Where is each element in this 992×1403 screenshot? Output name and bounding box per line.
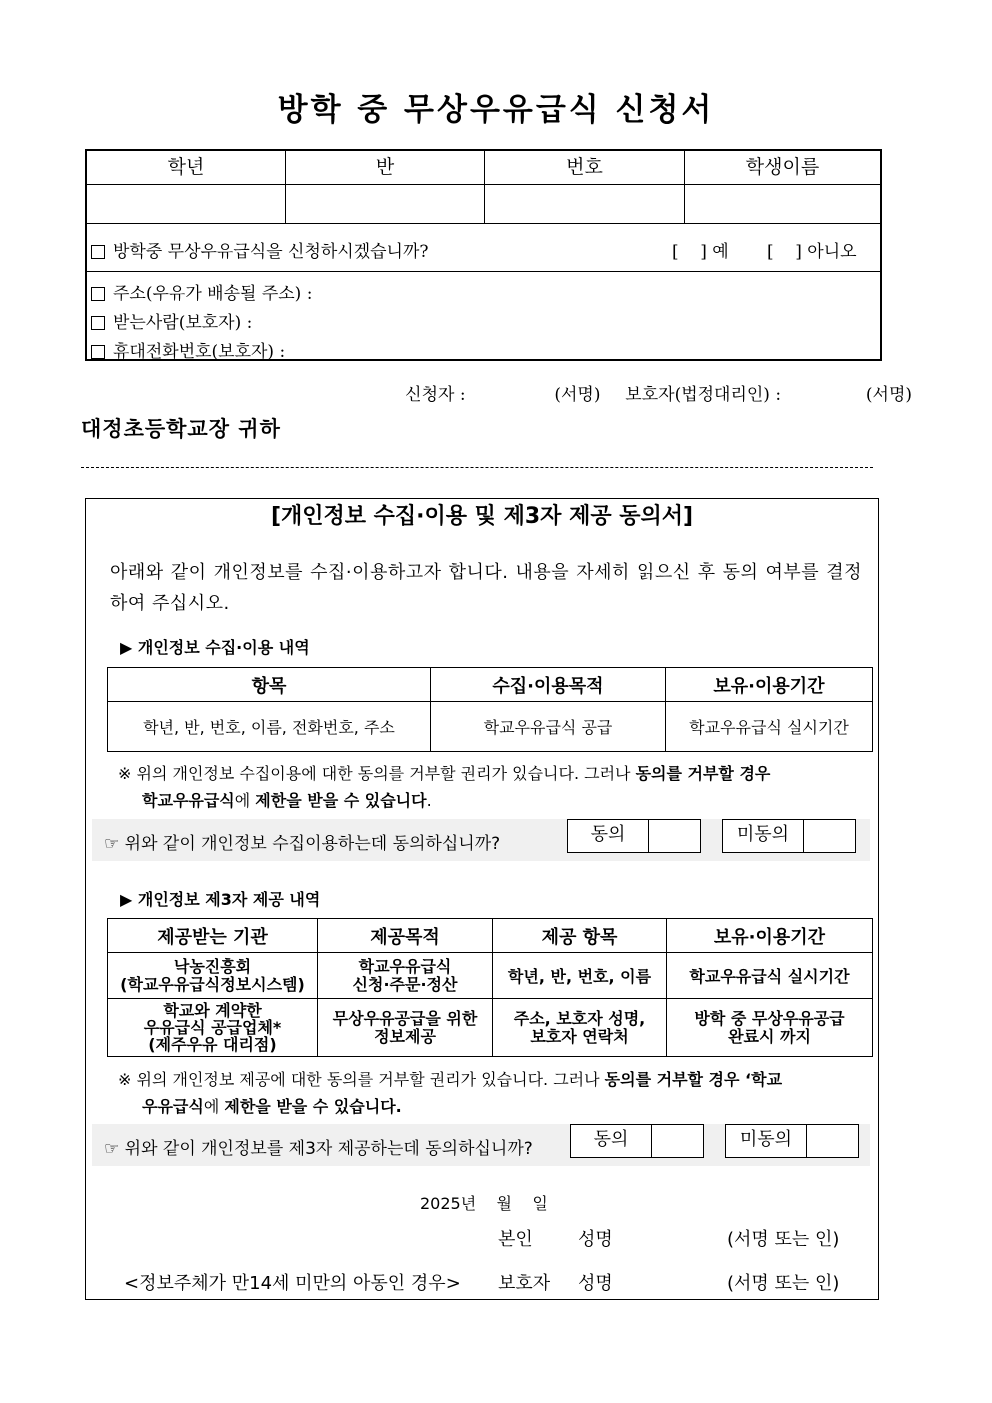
note2-bold: 동의를 거부할 경우: [604, 1070, 740, 1089]
prov-row2-purpose: 무상우유공급을 위한 정보제공: [318, 999, 493, 1057]
note1-text2: 에: [234, 791, 256, 810]
number-field[interactable]: [485, 185, 685, 224]
consent1-question: ☞ 위와 같이 개인정보 수집이용하는데 동의하십니까?: [104, 834, 501, 854]
prov-row1-purpose: 학교우유급식 신청·주문·정산: [318, 953, 493, 999]
prov-header-items: 제공 항목: [493, 919, 667, 953]
provision-table: [107, 918, 873, 1057]
consent1-disagree-label: 미동의: [723, 820, 804, 852]
no-option[interactable]: [ ] 아니오: [767, 242, 857, 262]
consent-title: [개인정보 수집·이용 및 제3자 제공 동의서]: [270, 504, 694, 529]
col-header-purpose: 수집·이용목적: [431, 668, 666, 702]
grade-field[interactable]: [87, 185, 286, 224]
guardian-seal[interactable]: (서명): [865, 385, 912, 405]
collection-item: 학년, 반, 번호, 이름, 전화번호, 주소: [108, 702, 431, 752]
prov-header-purpose: 제공목적: [318, 919, 493, 953]
receiver-line: [91, 308, 252, 333]
note1-bold3: 제한을 받을 수 있습니다: [255, 791, 427, 810]
note1-text: ※ 위의 개인정보 수집이용에 대한 동의를 거부할 권리가 있습니다. 그러나: [118, 764, 636, 783]
note2-bold3: 제한을 받을 수 있습니다.: [224, 1097, 402, 1116]
note2-text2: 에: [203, 1097, 225, 1116]
minor-note: <정보주체가 만14세 미만의 아동인 경우>: [124, 1273, 461, 1294]
collection-table: [107, 667, 873, 752]
guardian-sig-label: 보호자: [498, 1273, 551, 1294]
address-checkbox[interactable]: [91, 287, 105, 301]
address-line: [91, 279, 312, 304]
prov-header-period: 보유·이용기간: [667, 919, 873, 953]
consent1-bar: [92, 819, 870, 861]
prov-row2-period: 방학 중 무상우유공급 완료시 까지: [667, 999, 873, 1057]
prov-header-org: 제공받는 기관: [108, 919, 318, 953]
apply-question-row: [87, 224, 880, 272]
guardian-label: 보호자(법정대리인) :: [625, 385, 782, 405]
note2-bold2: 우유급식: [142, 1097, 204, 1116]
consent-intro: 아래와 같이 개인정보를 수집·이용하고자 합니다. 내용을 자세히 읽으신 후 동의 여부를 결정하여 주십시오.: [110, 562, 862, 614]
signature-line: [405, 380, 912, 405]
section1-note: [118, 760, 860, 814]
consent1-disagree-box[interactable]: [722, 819, 856, 853]
consent1-agree-box[interactable]: [567, 819, 701, 853]
consent-form: [85, 498, 879, 1300]
prov-row2-org: 학교와 계약한 우유급식 공급업체* (제주우유 대리점): [108, 999, 318, 1057]
date-line[interactable]: 2025년 월 일: [420, 1194, 548, 1213]
prov-row1-period: 학교우유급식 실시기간: [667, 953, 873, 999]
note1-bold2: 학교우유급식: [142, 791, 235, 810]
receiver-label: 받는사람(보호자) :: [113, 313, 253, 333]
apply-question: 방학중 무상우유급식을 신청하시겠습니까?: [113, 242, 429, 262]
consent2-agree-box[interactable]: [570, 1124, 704, 1158]
collection-purpose: 학교우유급식 공급: [431, 702, 666, 752]
note1-end: .: [426, 791, 432, 810]
self-name-label: 성명: [578, 1229, 613, 1250]
consent2-agree-label: 동의: [571, 1125, 652, 1157]
self-seal[interactable]: (서명 또는 인): [727, 1229, 840, 1250]
header-grade: 학년: [87, 151, 286, 185]
page-title: 방학 중 무상우유급식 신청서: [277, 92, 715, 128]
section1-heading: ▶ 개인정보 수집·이용 내역: [120, 638, 310, 657]
applicant-seal[interactable]: (서명): [554, 385, 601, 405]
section2-heading: ▶ 개인정보 제3자 제공 내역: [120, 890, 321, 909]
col-header-period: 보유·이용기간: [666, 668, 873, 702]
recipient: 대정초등학교장 귀하: [81, 417, 281, 441]
prov-row2-items: 주소, 보호자 성명, 보호자 연락처: [493, 999, 667, 1057]
header-number: 번호: [485, 151, 685, 185]
cut-line: [81, 467, 873, 468]
consent2-question: ☞ 위와 같이 개인정보를 제3자 제공하는데 동의하십니까?: [104, 1139, 533, 1159]
self-label: 본인: [498, 1229, 533, 1250]
consent2-disagree-label: 미동의: [726, 1125, 807, 1157]
receiver-checkbox[interactable]: [91, 316, 105, 330]
prov-row1-items: 학년, 반, 번호, 이름: [493, 953, 667, 999]
phone-checkbox[interactable]: [91, 345, 105, 359]
consent2-disagree-box[interactable]: [725, 1124, 859, 1158]
consent1-agree-label: 동의: [568, 820, 649, 852]
collection-period: 학교우유급식 실시기간: [666, 702, 873, 752]
section2-note: [118, 1066, 860, 1120]
class-field[interactable]: [286, 185, 485, 224]
note2-text: ※ 위의 개인정보 제공에 대한 동의를 거부할 권리가 있습니다. 그러나: [118, 1070, 605, 1089]
col-header-item: 항목: [108, 668, 431, 702]
note2-quote: ‘학교: [739, 1070, 783, 1089]
consent2-bar: [92, 1124, 870, 1166]
student-name-field[interactable]: [685, 185, 880, 224]
phone-label: 휴대전화번호(보호자) :: [113, 342, 286, 362]
header-class: 반: [286, 151, 485, 185]
guardian-name-label: 성명: [578, 1273, 613, 1294]
apply-checkbox[interactable]: [91, 245, 105, 259]
application-table: [85, 149, 882, 361]
applicant-label: 신청자 :: [405, 385, 466, 405]
header-student-name: 학생이름: [685, 151, 880, 185]
guardian-sig-seal[interactable]: (서명 또는 인): [727, 1273, 840, 1294]
phone-line: [91, 337, 285, 362]
note1-bold: 동의를 거부할 경우: [635, 764, 771, 783]
prov-row1-org: 낙농진흥회 (학교우유급식정보시스템): [108, 953, 318, 999]
address-label: 주소(우유가 배송될 주소) :: [113, 284, 313, 304]
yes-option[interactable]: [ ] 예: [672, 242, 729, 262]
